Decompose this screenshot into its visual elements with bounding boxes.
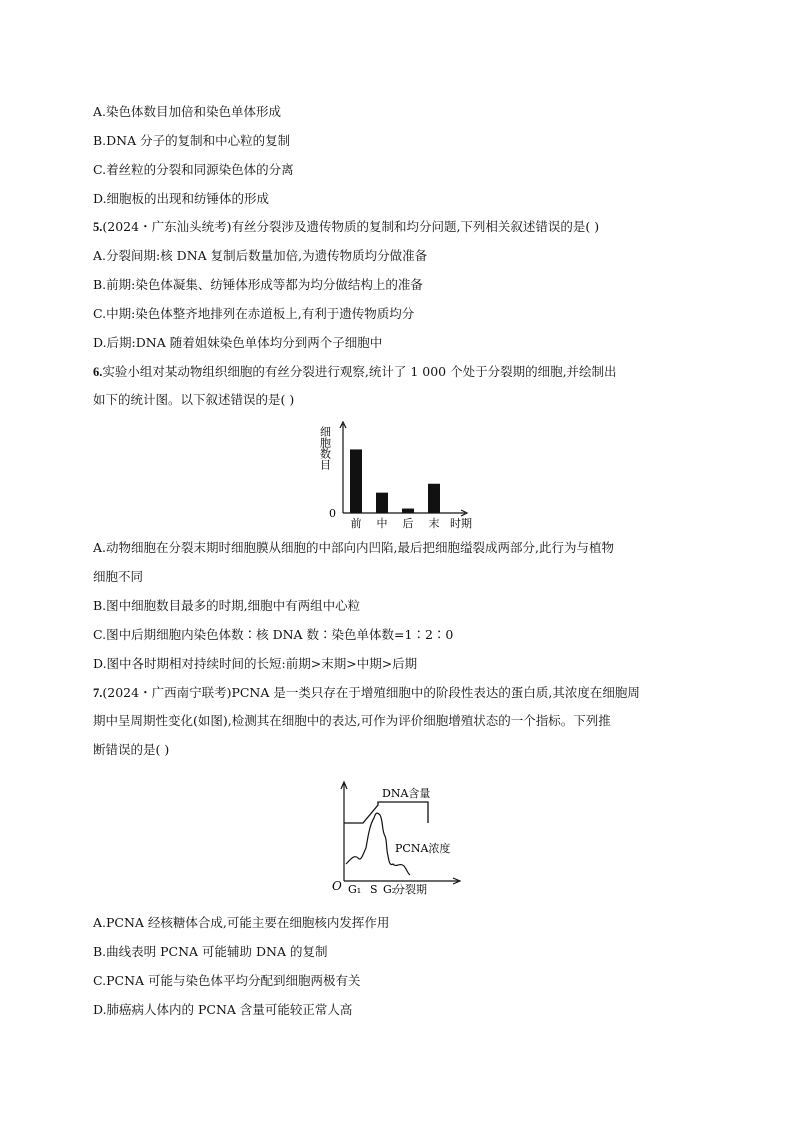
q7-stem-line2: 期中呈周期性变化(如图),检测其在细胞中的表达,可作为评价细胞增殖状态的一个指标。下列推 <box>93 713 611 728</box>
bar-chart-bars <box>350 449 440 513</box>
bar-1 <box>376 493 388 513</box>
pcna-x-tick-1: S <box>370 883 378 896</box>
q6-option-a-cont: 细胞不同 <box>93 569 144 584</box>
bar-tick-label-3: 末 <box>428 517 440 530</box>
pcna-x-tick-3: 分裂期 <box>394 883 427 896</box>
pcna-chart-origin: O <box>332 879 342 893</box>
q6-number: 6. <box>93 365 103 379</box>
q7-stem-text-1: (2024・广西南宁联考)PCNA 是一类只存在于增殖细胞中的阶段性表达的蛋白质,其浓度在细胞周 <box>102 685 640 700</box>
q6-option-a: A.动物细胞在分裂末期时细胞膜从细胞的中部向内凹陷,最后把细胞缢裂成两部分,此行为与植物 <box>93 540 614 555</box>
q6-bar-chart <box>315 414 515 530</box>
q6-option-c: C.图中后期细胞内染色体数∶核 DNA 数∶染色单体数=1∶2∶0 <box>93 627 454 642</box>
q7-stem-line3: 断错误的是( ) <box>93 742 170 757</box>
bar-0 <box>350 449 362 513</box>
pcna-x-tick-2: G₂ <box>383 883 397 896</box>
pcna-series-label: PCNA浓度 <box>395 842 451 855</box>
q6-stem-line1 <box>93 364 617 380</box>
q5-number: 5. <box>93 220 103 234</box>
q7-number: 7. <box>93 686 103 700</box>
q4-option-d: D.细胞板的出现和纺锤体的形成 <box>93 191 270 206</box>
q6-stem-text-1: 实验小组对某动物组织细胞的有丝分裂进行观察,统计了 1 000 个处于分裂期的细胞,并绘制出 <box>102 364 617 379</box>
q7-option-b: B.曲线表明 PCNA 可能辅助 DNA 的复制 <box>93 944 328 959</box>
bar-tick-label-0: 前 <box>350 517 362 530</box>
bar-chart-ylabel: 细胞数目 <box>318 426 332 470</box>
q5-option-c: C.中期:染色体整齐地排列在赤道板上,有利于遗传物质均分 <box>93 306 415 321</box>
q6-option-b: B.图中细胞数目最多的时期,细胞中有两组中心粒 <box>93 598 361 613</box>
dna-series-label: DNA含量 <box>382 787 431 800</box>
bar-chart-origin: 0 <box>329 507 336 520</box>
q5-option-b: B.前期:染色体凝集、纺锤体形成等都为均分做结构上的准备 <box>93 277 423 292</box>
q5-stem <box>93 219 599 235</box>
q7-option-a: A.PCNA 经核糖体合成,可能主要在细胞核内发挥作用 <box>93 915 390 930</box>
bar-3 <box>428 484 440 513</box>
pcna-x-ticks <box>348 882 427 896</box>
q6-option-d: D.图中各时期相对持续时间的长短:前期>末期>中期>后期 <box>93 656 418 671</box>
q7-pcna-chart <box>330 776 470 898</box>
q7-stem-line1 <box>93 685 640 701</box>
q5-stem-text: (2024・广东汕头统考)有丝分裂涉及遗传物质的复制和均分问题,下列相关叙述错误的是( ) <box>102 219 600 234</box>
q4-option-a: A.染色体数目加倍和染色单体形成 <box>93 104 282 119</box>
bar-chart-ticks <box>351 516 440 530</box>
dna-content-line <box>344 802 428 823</box>
q5-option-d: D.后期:DNA 随着姐妹染色单体均分到两个子细胞中 <box>93 335 383 350</box>
bar-chart-xlabel: 时期 <box>450 517 472 530</box>
bar-2 <box>402 509 414 513</box>
bar-tick-label-1: 中 <box>376 517 388 530</box>
q4-option-b: B.DNA 分子的复制和中心粒的复制 <box>93 133 291 148</box>
pcna-x-tick-0: G₁ <box>348 883 362 896</box>
q6-stem-line2: 如下的统计图。以下叙述错误的是( ) <box>93 392 295 407</box>
q7-option-c: C.PCNA 可能与染色体平均分配到细胞两极有关 <box>93 973 361 988</box>
q5-option-a: A.分裂间期:核 DNA 复制后数量加倍,为遗传物质均分做准备 <box>93 248 428 263</box>
q7-option-d: D.肺癌病人体内的 PCNA 含量可能较正常人高 <box>93 1002 353 1017</box>
bar-tick-label-2: 后 <box>402 517 414 530</box>
q4-option-c: C.着丝粒的分裂和同源染色体的分离 <box>93 162 294 177</box>
